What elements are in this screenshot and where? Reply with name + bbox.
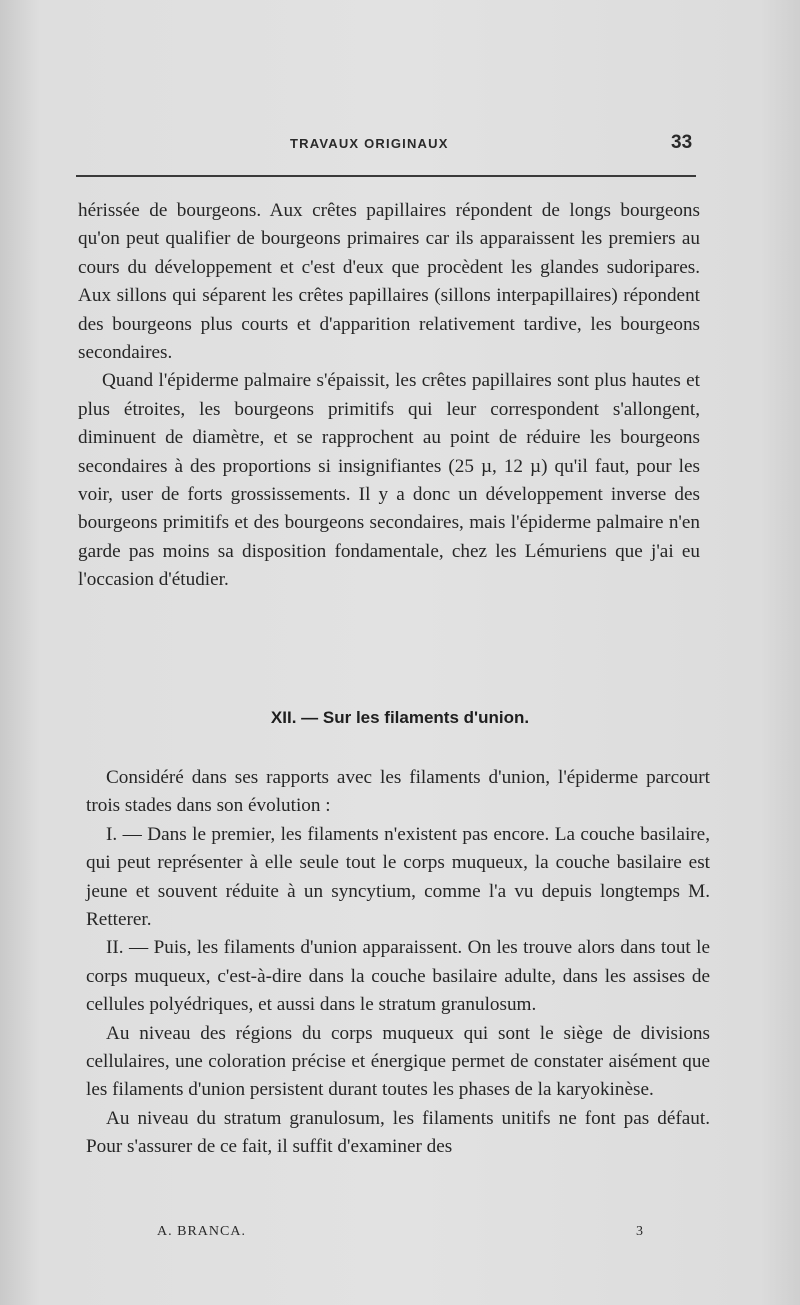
section-heading: XII. — Sur les filaments d'union. (270, 708, 530, 727)
paragraph: I. — Dans le premier, les filaments n'existent pas encore. La couche basilaire, qui peut représenter à elle seule tout le corps muqueux, la couche basilaire est jeune et souvent réduite à un syncytium, comme l'a vu depuis longtemps M. Retterer. (86, 823, 710, 931)
body-text-lower (86, 764, 710, 1162)
paragraph: Quand l'épiderme palmaire s'épaissit, les crêtes papillaires sont plus hautes et plus étroites, les bourgeons primitifs qui leur correspondent s'allongent, diminuent de diamètre, et se rapprochent au point de réduire les bourgeons secondaires à des proportions si insignifiantes (25 µ, 12 µ) qu'il faut, pour les voir, user de forts grossissements. Il y a donc un développement inverse des bourgeons primitifs et des bourgeons secondaires, mais l'épiderme palmaire n'en garde pas moins sa disposition fondamentale, chez les Lémuriens que j'ai eu l'occasion d'étudier. (78, 370, 700, 591)
signature-mark: 3 (636, 1224, 643, 1239)
footer (0, 1224, 800, 1244)
body-text-upper (78, 197, 700, 595)
paragraph: Au niveau du stratum granulosum, les filaments unitifs ne font pas défaut. Pour s'assurer de ce fait, il suffit d'examiner des (86, 1107, 710, 1158)
running-title: TRAVAUX ORIGINAUX (290, 136, 449, 151)
running-head (0, 133, 800, 157)
page-number: 33 (671, 132, 693, 153)
author-name: A. BRANCA. (157, 1224, 246, 1239)
header-rule (76, 175, 696, 177)
paragraph: Au niveau des régions du corps muqueux qui sont le siège de divisions cellulaires, une coloration précise et énergique permet de constater aisément que les filaments d'union persistent durant toutes les phases de la karyokinèse. (86, 1022, 710, 1101)
paragraph: Considéré dans ses rapports avec les filaments d'union, l'épiderme parcourt trois stades dans son évolution : (86, 767, 710, 817)
paragraph: II. — Puis, les filaments d'union apparaissent. On les trouve alors dans tout le corps muqueux, c'est-à-dire dans la couche basilaire adulte, dans les assises de cellules polyédriques, et aussi dans le stratum granulosum. (86, 937, 710, 1016)
paragraph: hérissée de bourgeons. Aux crêtes papillaires répondent de longs bourgeons qu'on peut qualifier de bourgeons primaires car ils apparaissent les premiers au cours du développement et c'est d'eux que procèdent les glandes sudoripares. Aux sillons qui séparent les crêtes papillaires (sillons interpapillaires) répondent des bourgeons plus courts et d'apparition relativement tardive, les bourgeons secondaires. (78, 200, 700, 364)
